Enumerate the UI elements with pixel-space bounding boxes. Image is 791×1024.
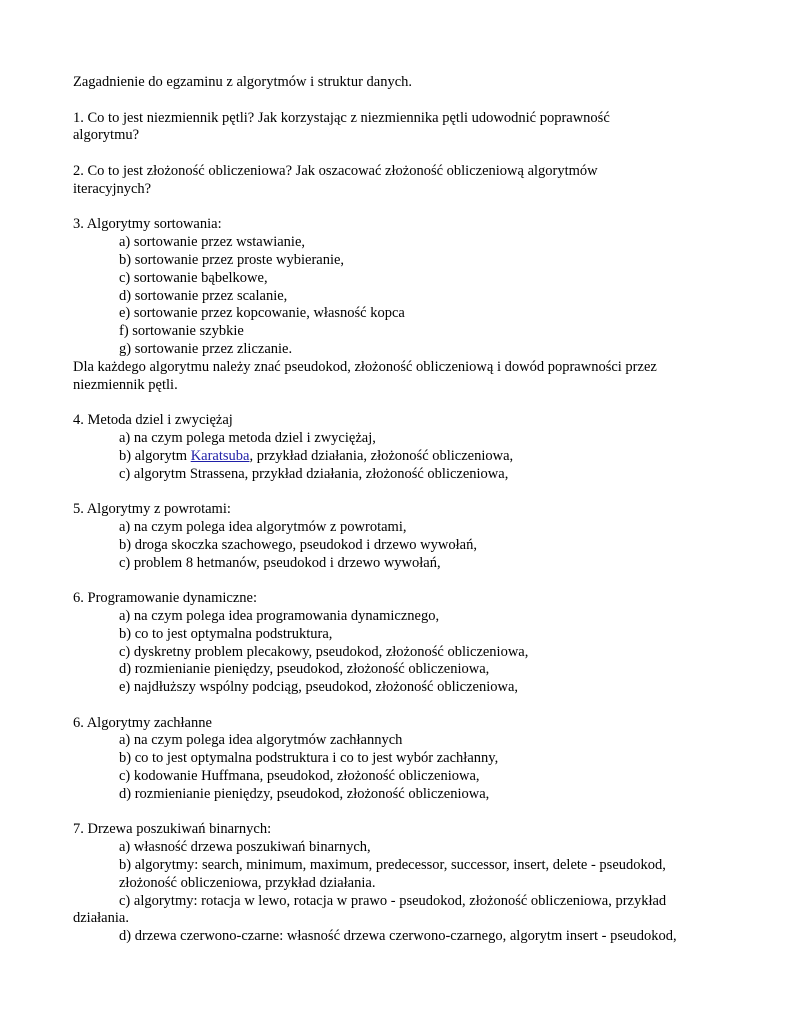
- list-item: a) na czym polega idea algorytmów zachłannych: [119, 732, 403, 749]
- list-item: b) co to jest optymalna podstruktura i co to jest wybór zachłanny,: [119, 750, 499, 767]
- question-1-line-2: algorytmu?: [73, 127, 140, 144]
- list-item: e) najdłuższy wspólny podciąg, pseudokod, złożoność obliczeniowa,: [119, 679, 519, 696]
- document-title: Zagadnienie do egzaminu z algorytmów i struktur danych.: [73, 74, 413, 90]
- question-5-heading: 5. Algorytmy z powrotami:: [73, 501, 231, 518]
- question-6-heading: 6. Programowanie dynamiczne:: [73, 590, 258, 607]
- list-item: a) własność drzewa poszukiwań binarnych,: [119, 839, 371, 856]
- question-2-line-2: iteracyjnych?: [73, 180, 152, 197]
- list-item: b) algorytmy: search, minimum, maximum, predecessor, successor, insert, delete - pseudokod,: [119, 857, 666, 874]
- question-7-heading: 7. Drzewa poszukiwań binarnych:: [73, 821, 272, 838]
- list-item: g) sortowanie przez zliczanie.: [119, 340, 293, 357]
- question-6b-heading: 6. Algorytmy zachłanne: [73, 714, 212, 731]
- list-item: b) sortowanie przez proste wybieranie,: [119, 251, 345, 268]
- list-item-continuation: złożoność obliczeniowa, przykład działania.: [119, 874, 376, 891]
- question-4-heading: 4. Metoda dziel i zwyciężaj: [73, 412, 233, 429]
- list-item-suffix: , przykład działania, złożoność obliczeniowa,: [249, 447, 514, 464]
- question-1-line-1: 1. Co to jest niezmiennik pętli? Jak korzystając z niezmiennika pętli udowodnić poprawność: [73, 109, 610, 126]
- document-body: [73, 74, 723, 946]
- list-item: d) rozmienianie pieniędzy, pseudokod, złożoność obliczeniowa,: [119, 785, 490, 802]
- list-item: d) rozmienianie pieniędzy, pseudokod, złożoność obliczeniowa,: [119, 661, 490, 678]
- list-item: c) sortowanie bąbelkowe,: [119, 269, 268, 286]
- list-item: [73, 448, 723, 466]
- list-item: e) sortowanie przez kopcowanie, własność kopca: [119, 305, 405, 322]
- list-item: c) kodowanie Huffmana, pseudokod, złożoność obliczeniowa,: [119, 768, 480, 785]
- question-3-heading: 3. Algorytmy sortowania:: [73, 216, 222, 233]
- question-3-note-line-1: Dla każdego algorytmu należy znać pseudokod, złożoność obliczeniową i dowód poprawności przez: [73, 358, 657, 375]
- list-item: c) algorytm Strassena, przykład działania, złożoność obliczeniowa,: [119, 465, 509, 482]
- list-item: c) algorytmy: rotacja w lewo, rotacja w prawo - pseudokod, złożoność obliczeniowa, przykład: [119, 892, 667, 909]
- list-item: b) co to jest optymalna podstruktura,: [119, 625, 333, 642]
- list-item-continuation: działania.: [73, 910, 129, 927]
- list-item: d) drzewa czerwono-czarne: własność drzewa czerwono-czarnego, algorytm insert - pseudokod,: [119, 928, 677, 945]
- list-item: c) dyskretny problem plecakowy, pseudokod, złożoność obliczeniowa,: [119, 643, 529, 660]
- list-item: d) sortowanie przez scalanie,: [119, 287, 288, 304]
- karatsuba-link[interactable]: Karatsuba: [190, 447, 250, 464]
- question-3-note-line-2: niezmiennik pętli.: [73, 376, 178, 393]
- list-item: a) na czym polega idea algorytmów z powrotami,: [119, 518, 407, 535]
- question-2-line-1: 2. Co to jest złożoność obliczeniowa? Jak oszacować złożoność obliczeniową algorytmów: [73, 162, 598, 179]
- list-item: b) droga skoczka szachowego, pseudokod i drzewo wywołań,: [119, 536, 477, 553]
- list-item: a) na czym polega idea programowania dynamicznego,: [119, 607, 440, 624]
- list-item: c) problem 8 hetmanów, pseudokod i drzewo wywołań,: [119, 554, 441, 571]
- list-item: a) na czym polega metoda dziel i zwyciężaj,: [119, 429, 376, 446]
- list-item: a) sortowanie przez wstawianie,: [119, 234, 306, 251]
- list-item: f) sortowanie szybkie: [119, 323, 244, 340]
- list-item-prefix: b) algorytm: [119, 447, 191, 464]
